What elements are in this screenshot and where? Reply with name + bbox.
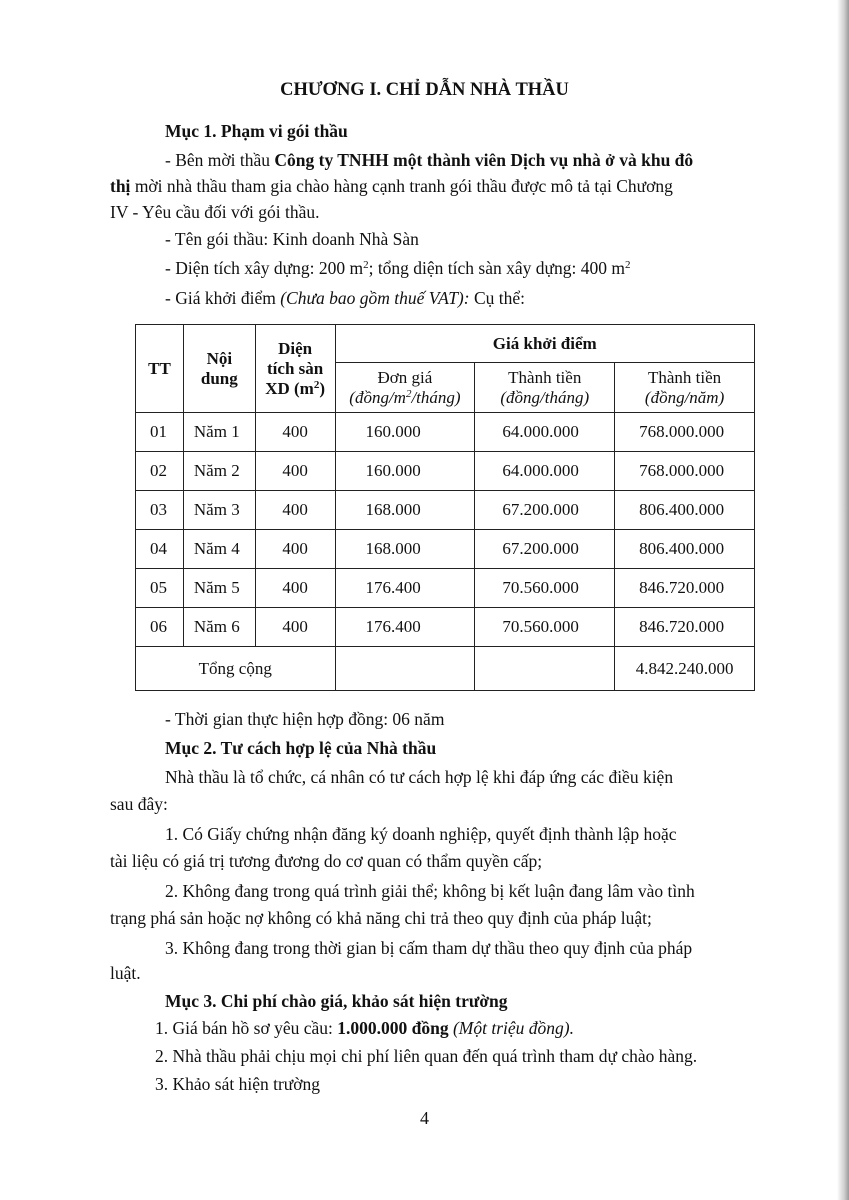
- cell-tt: 04: [136, 530, 184, 569]
- header-text: XD (m: [265, 378, 314, 398]
- header-yearly-amount: [615, 363, 755, 413]
- cell-yearly: 768.000.000: [615, 413, 755, 452]
- cell-name: Năm 4: [183, 530, 255, 569]
- cell-tt: 01: [136, 413, 184, 452]
- superscript: 2: [624, 259, 631, 271]
- superscript: 2: [363, 259, 369, 271]
- header-text: Diện: [278, 338, 313, 358]
- text-run: Cụ thể:: [469, 288, 526, 308]
- header-text: tích sàn: [267, 358, 324, 378]
- cell-area: 400: [255, 491, 335, 530]
- section-3-heading: Mục 3. Chi phí chào giá, khảo sát hiện trường: [165, 991, 508, 1011]
- condition-3-line-1: 3. Không đang trong thời gian bị cấm tham dự thầu theo quy định của pháp: [165, 938, 693, 958]
- header-tt: TT: [136, 325, 184, 413]
- table-row: [136, 569, 755, 608]
- document-price-words: (Một triệu đồng).: [448, 1018, 575, 1038]
- table-row: [136, 452, 755, 491]
- section-1-paragraph-line-1: [165, 149, 693, 171]
- employer-name: Công ty TNHH một thành viên Dịch vụ nhà ở và khu đô: [274, 150, 694, 170]
- cell-area: 400: [255, 413, 335, 452]
- superscript: 2: [313, 378, 320, 391]
- cell-name: Năm 1: [183, 413, 255, 452]
- cell-monthly: 64.000.000: [475, 452, 615, 491]
- text-run: 1. Giá bán hồ sơ yêu cầu:: [155, 1018, 338, 1038]
- text-run: - Giá khởi điểm: [165, 288, 281, 308]
- vat-note: (Chưa bao gồm thuế VAT):: [280, 288, 470, 308]
- cell-area: 400: [255, 530, 335, 569]
- header-monthly-amount: [475, 363, 615, 413]
- total-value: 4.842.240.000: [615, 647, 755, 691]
- contract-duration: - Thời gian thực hiện hợp đồng: 06 năm: [165, 709, 445, 729]
- starting-price-line: [165, 287, 525, 309]
- cell-unit-price: 176.400: [335, 569, 475, 608]
- header-text: Đơn giá: [377, 367, 433, 387]
- header-text: ): [319, 378, 326, 398]
- cell-unit-price: 168.000: [335, 530, 475, 569]
- page-number: 4: [420, 1108, 429, 1128]
- total-label: Tổng cộng: [136, 647, 336, 691]
- cell-yearly: 846.720.000: [615, 569, 755, 608]
- section-3-item-1: [155, 1017, 574, 1039]
- header-text: Nội: [206, 348, 233, 368]
- header-text: Thành tiền: [508, 367, 582, 387]
- header-text: Thành tiền: [647, 367, 722, 387]
- text-run: - Bên mời thầu: [165, 150, 275, 170]
- cell-monthly: 64.000.000: [475, 413, 615, 452]
- section-2-intro-line-1: Nhà thầu là tổ chức, cá nhân có tư cách hợp lệ khi đáp ứng các điều kiện: [165, 767, 674, 787]
- cell-unit-price: 176.400: [335, 608, 475, 647]
- header-text: (đồng/m: [349, 387, 406, 407]
- header-unit-price: [335, 363, 475, 413]
- cell-tt: 02: [136, 452, 184, 491]
- total-empty-cell: [475, 647, 615, 691]
- cell-area: 400: [255, 569, 335, 608]
- table-header-row: [136, 325, 755, 363]
- header-content: [183, 325, 255, 413]
- cell-yearly: 806.400.000: [615, 491, 755, 530]
- cell-tt: 05: [136, 569, 184, 608]
- table-row: [136, 413, 755, 452]
- condition-3-line-2: luật.: [110, 963, 141, 983]
- cell-area: 400: [255, 452, 335, 491]
- text-run: - Diện tích xây dựng: 200 m: [165, 258, 364, 278]
- section-1-heading: Mục 1. Phạm vi gói thầu: [165, 121, 348, 141]
- table-row: [136, 530, 755, 569]
- section-3-item-3: 3. Khảo sát hiện trường: [155, 1074, 321, 1094]
- cell-monthly: 70.560.000: [475, 569, 615, 608]
- total-empty-cell: [335, 647, 475, 691]
- header-unit: (đồng/năm): [644, 387, 725, 407]
- cell-name: Năm 3: [183, 491, 255, 530]
- cell-yearly: 806.400.000: [615, 530, 755, 569]
- section-2-heading: Mục 2. Tư cách hợp lệ của Nhà thầu: [165, 738, 437, 758]
- section-2-intro-line-2: sau đây:: [110, 794, 168, 814]
- section-1-paragraph-line-3: IV - Yêu cầu đối với gói thầu.: [110, 202, 320, 222]
- condition-2-line-2: trạng phá sản hoặc nợ không có khả năng chi trả theo quy định của pháp luật;: [110, 908, 652, 928]
- document-price: 1.000.000 đồng: [337, 1018, 449, 1038]
- header-text: /tháng): [411, 387, 461, 407]
- cell-tt: 03: [136, 491, 184, 530]
- cell-unit-price: 160.000: [335, 413, 475, 452]
- condition-1-line-1: 1. Có Giấy chứng nhận đăng ký doanh nghiệp, quyết định thành lập hoặc: [165, 824, 677, 844]
- cell-name: Năm 6: [183, 608, 255, 647]
- header-area: [255, 325, 335, 413]
- header-unit: [349, 388, 460, 407]
- package-name: - Tên gói thầu: Kinh doanh Nhà Sàn: [165, 229, 419, 249]
- construction-area: [165, 257, 630, 279]
- cell-name: Năm 5: [183, 569, 255, 608]
- header-text: dung: [200, 368, 238, 388]
- cell-tt: 06: [136, 608, 184, 647]
- price-table: [135, 324, 755, 691]
- text-run: ; tổng diện tích sàn xây dựng: 400 m: [368, 258, 625, 278]
- cell-yearly: 846.720.000: [615, 608, 755, 647]
- condition-2-line-1: 2. Không đang trong quá trình giải thể; không bị kết luận đang lâm vào tình: [165, 881, 695, 901]
- cell-yearly: 768.000.000: [615, 452, 755, 491]
- section-1-paragraph-line-2: [110, 175, 673, 197]
- header-starting-price: Giá khởi điểm: [335, 325, 755, 363]
- section-3-item-2: 2. Nhà thầu phải chịu mọi chi phí liên quan đến quá trình tham dự chào hàng.: [155, 1046, 698, 1066]
- table-total-row: [136, 647, 755, 691]
- cell-unit-price: 160.000: [335, 452, 475, 491]
- text-run: mời nhà thầu tham gia chào hàng cạnh tranh gói thầu được mô tả tại Chương: [130, 176, 673, 196]
- cell-unit-price: 168.000: [335, 491, 475, 530]
- cell-monthly: 67.200.000: [475, 530, 615, 569]
- cell-monthly: 70.560.000: [475, 608, 615, 647]
- employer-name-end: thị: [110, 176, 131, 196]
- cell-name: Năm 2: [183, 452, 255, 491]
- cell-monthly: 67.200.000: [475, 491, 615, 530]
- scan-edge-shadow: [837, 0, 849, 1200]
- condition-1-line-2: tài liệu có giá trị tương đương do cơ quan có thẩm quyền cấp;: [110, 851, 543, 871]
- table-row: [136, 608, 755, 647]
- table-row: [136, 491, 755, 530]
- header-unit: (đồng/tháng): [500, 387, 590, 407]
- superscript: 2: [405, 387, 412, 400]
- chapter-title: CHƯƠNG I. CHỈ DẪN NHÀ THẦU: [280, 80, 569, 100]
- cell-area: 400: [255, 608, 335, 647]
